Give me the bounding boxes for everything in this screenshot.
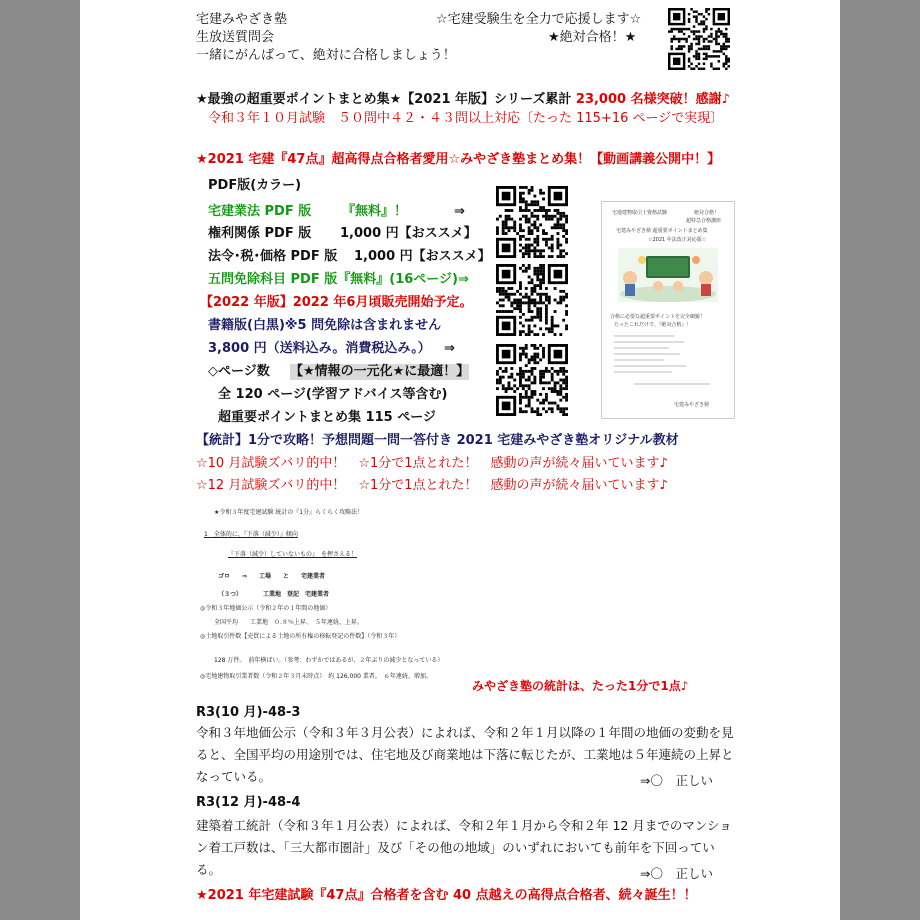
book-line-6: 合格に必要な超重要ポイントを完全網羅！ (610, 314, 706, 320)
header-right-1: ☆宅建受験生を全力で応援します☆ (436, 12, 642, 27)
mini-line-1: 1 全体的に、『下落（減少）』傾向 (204, 531, 298, 538)
q1-text: 令和３年地価公示（令和３年３月公表）によれば、令和２年１月以降の１年間の地価の変動を見ると、全国平均の用途別では、住宅地及び商業地は下落に転じたが、工業地は５年連続の上昇となっている。 (196, 725, 734, 784)
mini-line-9: ◎宅地建物取引業者数（令和２年３月末時点） 約 126,000 業者。 ６年連続、増加。 (200, 673, 432, 680)
book-cover-image (602, 202, 734, 418)
item-kenri-price: 1,000 円【おススメ】 (340, 226, 477, 241)
q1-answer: ⇒〇 正しい (640, 773, 713, 788)
item-kenri: 権利関係 PDF 版 (208, 226, 312, 241)
item-total-pages: 全 120 ページ(学習アドバイス等含む) (218, 387, 448, 402)
mini-line-5: ◎令和３年地価公示（令和２年の１年間の地価） (200, 605, 332, 612)
item-takken-gyoho-price: 『無料』！ (342, 204, 408, 219)
document-page (80, 0, 840, 920)
item-pages-note: 【★情報の一元化★に最適！】 (290, 364, 470, 379)
stats-title: 【統計】1分で攻略！予想問題一問一答付き 2021 宅建みやざき塾オリジナル教材 (196, 433, 679, 448)
book-line-7: たったこれだけで、『絶対合格』！ (614, 322, 692, 328)
item-horei: 法令･税･価格 PDF 版 (208, 249, 338, 264)
q2-answer: ⇒〇 正しい (640, 866, 713, 881)
book-line-8: 宅建みやざき塾 (674, 402, 710, 408)
headline-subtitle: 令和３年１０月試験 ５０問中４２・４３問以上対応〔たった 115+16 ページで実現〕 (208, 111, 724, 126)
item-shoseki: 書籍版(白黒)※5 問免除は含まれません (208, 318, 442, 333)
book-title-2: 絶対合格！ (694, 210, 720, 216)
mini-line-6: 全国平均 工業地 ０.８％上昇、 ５年連続、上昇。 (214, 619, 363, 626)
book-title-1: 宅地建物取引士資格試験 (612, 210, 668, 216)
qr-code-top[interactable] (668, 8, 730, 70)
stats-hit-december: ☆12 月試験ズバリ的中！ ☆1分で1点とれた！ 感動の声が続々届いています♪ (196, 478, 668, 493)
book-title-4: 宅建みやざき塾 超重要ポイントまとめ集 (616, 228, 708, 234)
section-title: ★2021 宅建『47点』超高得点合格者愛用☆みやざき塾まとめ集！【動画講義公開中！】 (196, 152, 721, 167)
pdf-color-label: PDF版(カラー) (208, 178, 302, 193)
header-left-2: 生放送質問会 (196, 30, 275, 45)
qr-code-kenri[interactable] (496, 264, 568, 336)
header-right-2: ★絶対合格！★ (548, 30, 637, 45)
stats-hit-october: ☆10 月試験ズバリ的中！ ☆1分で1点とれた！ 感動の声が続々届いています♪ (196, 456, 668, 471)
statistics-excerpt-image (200, 505, 460, 685)
item-pages-label: ◇ページ数 (208, 364, 270, 379)
arrow-2: ⇒ (444, 341, 455, 356)
item-2022: 【2022 年版】2022 年6月頃販売開始予定。 (200, 295, 473, 310)
q2-text: 建築着工統計（令和３年１月公表）によれば、令和２年１月から令和２年 12 月までのマンション着工戸数は、「三大都市圏計」及び「その他の地域」のいずれにおいても前年を下回っている。 (196, 818, 732, 877)
footer-banner: ★2021 年宅建試験『47点』合格者を含む 40 点越えの高得点合格者、続々誕生！！ (196, 888, 697, 903)
item-matome-pages: 超重要ポイントまとめ集 115 ページ (218, 410, 436, 425)
mini-line-8: 128 万件。 前年横ばい。（参考：わずかではあるが、２年ぶりの減少となっている） (214, 657, 444, 664)
item-price: 3,800 円（送料込み。消費税込み。） (208, 341, 431, 356)
qr-code-takken[interactable] (496, 186, 568, 258)
headline-text: ★最強の超重要ポイントまとめ集★【2021 年版】シリーズ累計 (196, 92, 572, 107)
q1-id: R3(10 月)-48-3 (196, 705, 301, 720)
book-title-5: ☆2021 年法改正対応版☆ (648, 237, 707, 243)
q2-id: R3(12 月)-48-4 (196, 795, 301, 810)
mini-line-7: ◎土地取引件数【売買による土地の所有権の移転登記の件数】（令和３年） (200, 633, 401, 640)
mini-title: ★令和３年度宅建試験 統計の『1分』らくらく攻略法！ (214, 509, 364, 516)
mini-line-3: ゴロ ⇒ 工場 と 宅建業者 (218, 573, 326, 580)
header-left-3: 一緒にがんばって、絶対に合格しましょう！ (196, 48, 456, 63)
qr-code-horei[interactable] (496, 344, 568, 416)
item-gomon: 五問免除科目 PDF 版『無料』(16ページ)⇒ (208, 272, 469, 287)
mini-line-4: （３つ） 工業地 登記 宅建業者 (218, 591, 330, 598)
mini-line-2: 『下落（減少）していないもの』 を押さえる！ (228, 551, 358, 558)
headline-count: 23,000 名様突破！感謝♪ (575, 92, 730, 107)
mini-caption: みやざき塾の統計は、たった1分で1点♪ (472, 679, 689, 693)
item-takken-gyoho: 宅建業法 PDF 版 (208, 204, 312, 219)
item-horei-price: 1,000 円【おススメ】 (354, 249, 491, 264)
book-illustration (618, 248, 718, 302)
arrow-1: ⇒ (454, 204, 465, 219)
book-title-3: 超特急合格講座 (686, 218, 722, 224)
header-left-1: 宅建みやざき塾 (196, 12, 288, 27)
book-text-lines (614, 332, 722, 392)
